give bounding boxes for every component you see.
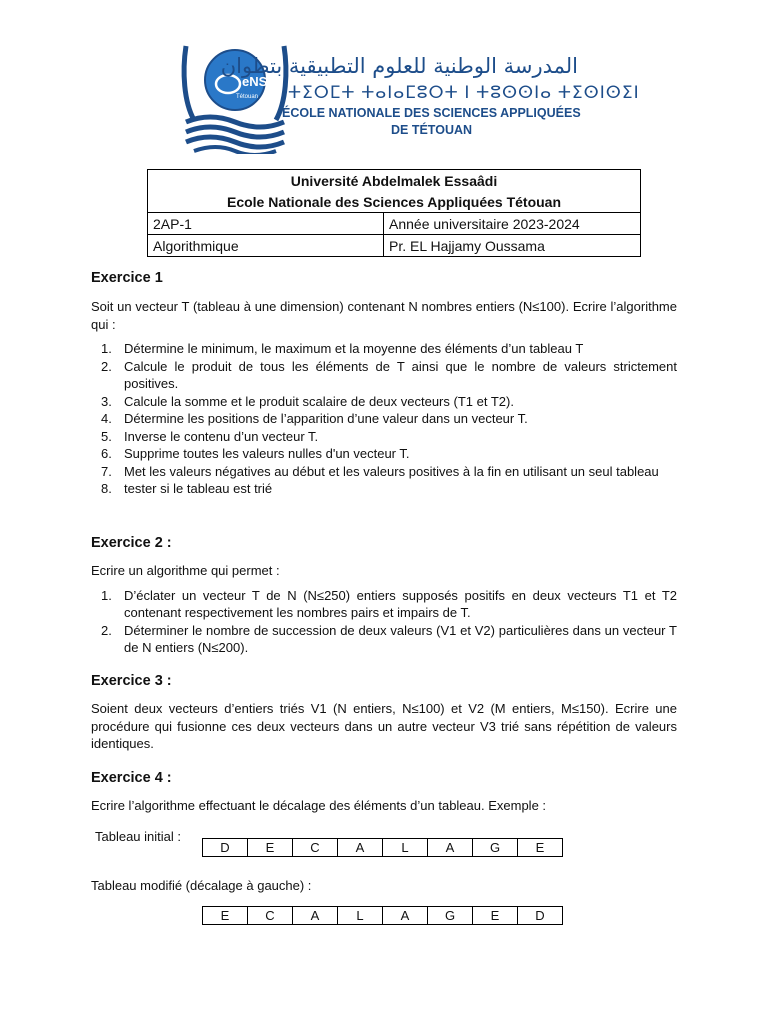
logo-text: eNSA bbox=[242, 74, 277, 89]
exercise-1-intro: Soit un vecteur T (tableau à une dimension) contenant N nombres entiers (N≤100). Ecrire l’algorithme qui : bbox=[91, 299, 677, 332]
exercise-1-list bbox=[91, 340, 677, 498]
course-cell: Algorithmique bbox=[148, 235, 384, 257]
array-cell: E bbox=[203, 907, 248, 925]
list-item: 8. tester si le tableau est trié bbox=[101, 481, 273, 496]
exercise-4-body bbox=[91, 797, 677, 815]
array-cell: C bbox=[248, 907, 293, 925]
initial-table-label: Tableau initial : bbox=[95, 829, 181, 844]
array-cell: L bbox=[383, 839, 428, 857]
array-cell: G bbox=[473, 839, 518, 857]
logo-subtext: Tétouan bbox=[236, 94, 259, 100]
list-item: 4. Détermine les positions de l’apparition d’une valeur dans un vecteur T. bbox=[101, 411, 528, 426]
exercise-2-body bbox=[91, 562, 677, 657]
course-info-table bbox=[147, 169, 641, 257]
class-cell: 2AP-1 bbox=[148, 213, 384, 235]
school-name: Ecole Nationale des Sciences Appliquées Tétouan bbox=[148, 191, 641, 213]
array-cell: E bbox=[248, 839, 293, 857]
array-cell: A bbox=[428, 839, 473, 857]
list-item: 3. Calcule la somme et le produit scalaire de deux vecteurs (T1 et T2). bbox=[101, 393, 514, 409]
professor-cell: Pr. EL Hajjamy Oussama bbox=[384, 235, 641, 257]
exercise-1-title: Exercice 1 bbox=[91, 270, 163, 286]
array-cell: E bbox=[473, 907, 518, 925]
exercise-2-intro: Ecrire un algorithme qui permet : bbox=[91, 563, 280, 578]
array-cell: A bbox=[338, 839, 383, 857]
exercise-3-body bbox=[91, 700, 677, 753]
list-item: 2. Déterminer le nombre de succession de deux valeurs (V1 et V2) particulières dans un vecteur T de N entiers (N≤200). bbox=[101, 622, 677, 655]
array-cell: L bbox=[338, 907, 383, 925]
array-cell: E bbox=[518, 839, 563, 857]
list-item: 1. D’éclater un vecteur T de N (N≤250) entiers supposés positifs en deux vecteurs T1 et T2 contenant respectivement les nombres pairs et impairs de T. bbox=[101, 587, 677, 620]
list-item: 6. Supprime toutes les valeurs nulles d'un vecteur T. bbox=[101, 446, 410, 461]
exercise-1-body bbox=[91, 298, 677, 498]
exercise-4-text: Ecrire l’algorithme effectuant le décalage des éléments d’un tableau. Exemple : bbox=[91, 798, 547, 813]
array-cell: D bbox=[203, 839, 248, 857]
initial-array-table bbox=[202, 838, 563, 857]
exercise-2-list bbox=[91, 587, 677, 657]
array-cell: A bbox=[293, 907, 338, 925]
exercise-3-title: Exercice 3 : bbox=[91, 673, 172, 689]
array-cell: A bbox=[383, 907, 428, 925]
array-cell: G bbox=[428, 907, 473, 925]
school-name-arabic: المدرسة الوطنية للعلوم التطبيقية بتطوان bbox=[220, 54, 578, 78]
school-name-french-line2: DE TÉTOUAN bbox=[391, 123, 473, 137]
modified-array-table bbox=[202, 906, 563, 925]
list-item: 2. Calcule le produit de tous les éléments de T ainsi que le nombre de valeurs strictement positives. bbox=[101, 358, 677, 391]
academic-year-cell: Année universitaire 2023-2024 bbox=[384, 213, 641, 235]
list-item: 5. Inverse le contenu d’un vecteur T. bbox=[101, 428, 319, 444]
exercise-2-title: Exercice 2 : bbox=[91, 535, 172, 551]
list-item: 1. Détermine le minimum, le maximum et la moyenne des éléments d’un tableau T bbox=[101, 341, 584, 356]
array-cell: C bbox=[293, 839, 338, 857]
school-name-french-line1: ÉCOLE NATIONALE DES SCIENCES APPLIQUÉES bbox=[282, 106, 581, 120]
school-name-tifinagh: ⵜⵉⵔⵎⵜ ⵜⴰⵏⴰⵎⵓⵔⵜ ⵏ ⵜⵓⵙⵙⵏⴰ ⵜⵉⵙⵏⵙⵉⵏ bbox=[288, 83, 640, 102]
exercise-3-text: Soient deux vecteurs d’entiers triés V1 (N entiers, N≤100) et V2 (M entiers, M≤150). Ecrire une procédure qui fusionne ces deux vecteurs dans un autre vecteur V3 trié sans répétition de valeurs identiques. bbox=[91, 701, 677, 751]
modified-table-label: Tableau modifié (décalage à gauche) : bbox=[91, 878, 312, 893]
list-item: 7. Met les valeurs négatives au début et les valeurs positives à la fin en utilisant un seul tableau bbox=[101, 463, 659, 479]
university-name: Université Abdelmalek Essaâdi bbox=[148, 170, 641, 192]
exercise-4-title: Exercice 4 : bbox=[91, 770, 172, 786]
array-cell: D bbox=[518, 907, 563, 925]
